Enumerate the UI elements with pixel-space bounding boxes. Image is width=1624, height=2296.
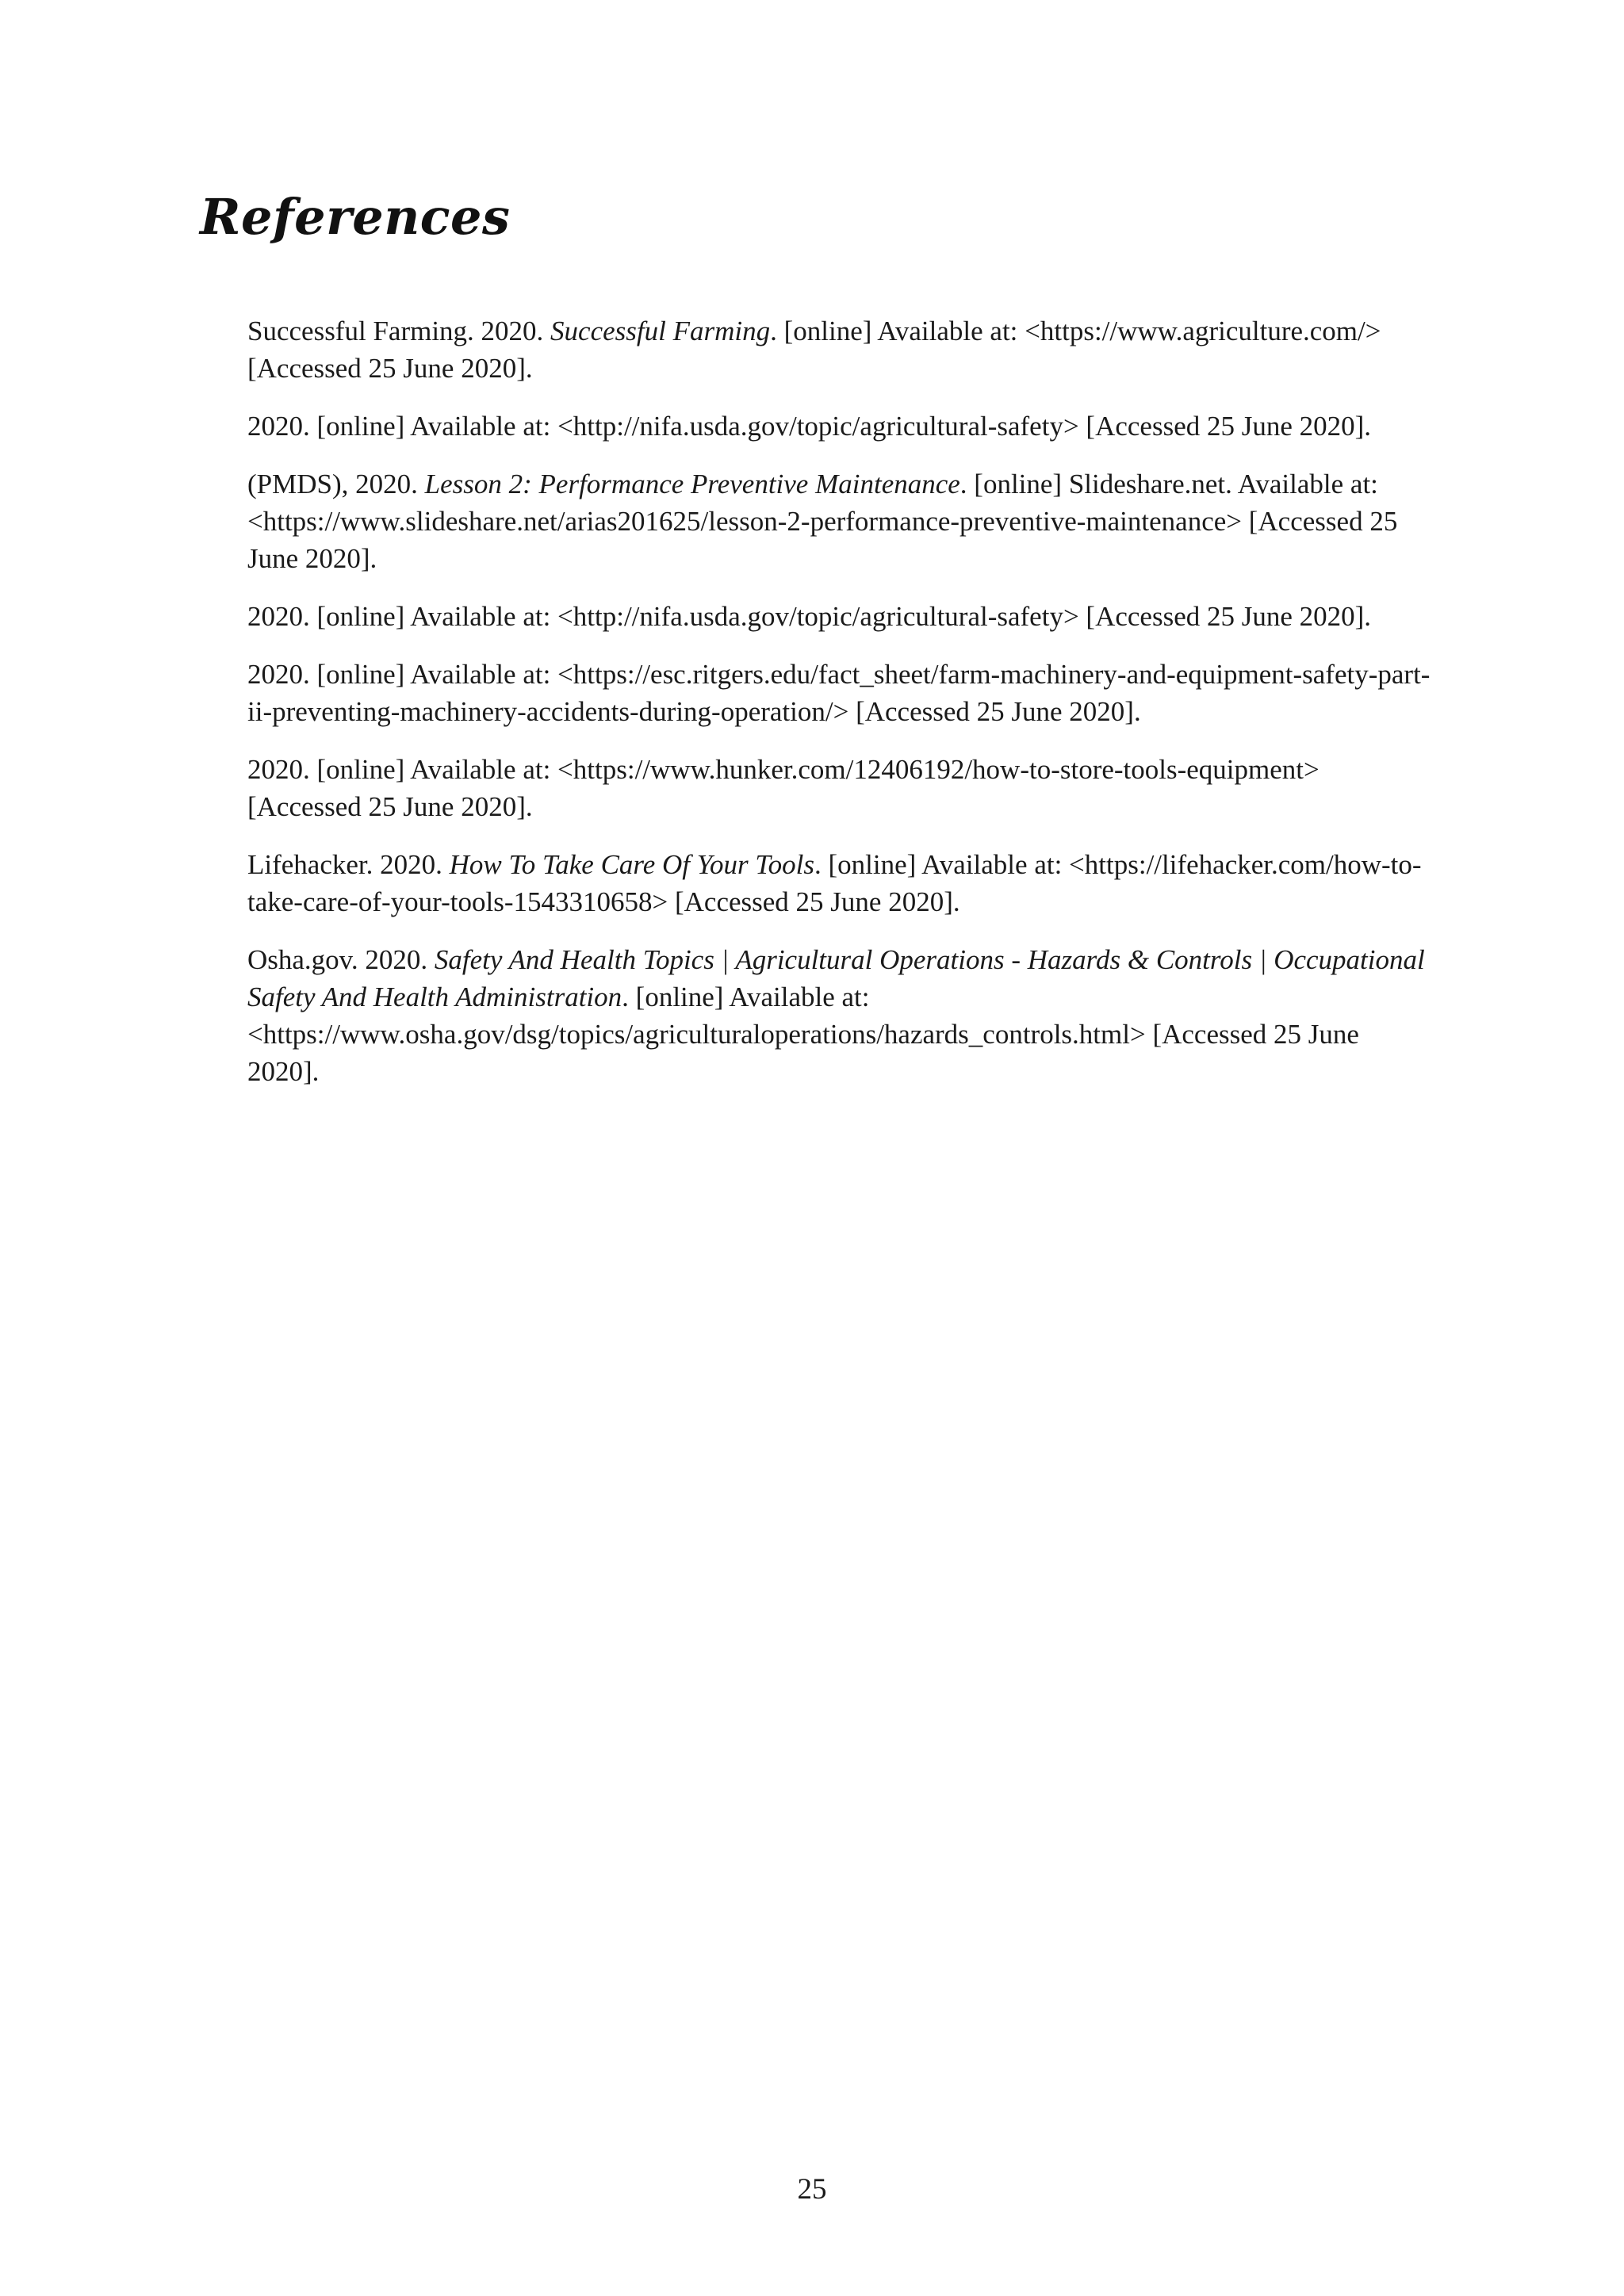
reference-text: Lifehacker. 2020. <box>247 849 450 880</box>
reference-text: Osha.gov. 2020. <box>247 944 435 975</box>
reference-item <box>247 465 1437 577</box>
page-title: References <box>200 188 511 246</box>
reference-item <box>247 408 1437 445</box>
reference-text: Successful Farming. 2020. <box>247 316 551 346</box>
reference-item <box>247 312 1437 387</box>
reference-text: (PMDS), 2020. <box>247 469 425 499</box>
reference-title: Successful Farming <box>550 316 771 346</box>
reference-text: . [online] Available at: <https://lifehacker.com/how-to-take-care-of-your-tools-1543310658> [Accessed 25 June 2020]. <box>247 849 1422 917</box>
reference-item <box>247 598 1437 635</box>
reference-text: . [online] Available at: <https://www.osha.gov/dsg/topics/agriculturaloperations/hazards_controls.html> [Accessed 25 June 2020]. <box>247 982 1359 1087</box>
reference-text: 2020. [online] Available at: <http://nifa.usda.gov/topic/agricultural-safety> [Accessed 25 June 2020]. <box>247 601 1372 632</box>
reference-text: . [online] Slideshare.net. Available at: <https://www.slideshare.net/arias201625/lesson-2-performance-preventive-maintenance> [Accessed 25 June 2020]. <box>247 469 1398 574</box>
reference-item <box>247 941 1437 1090</box>
reference-title: How To Take Care Of Your Tools <box>449 849 814 880</box>
reference-item <box>247 751 1437 825</box>
reference-title: Safety And Health Topics | Agricultural Operations - Hazards & Controls | Occupational Safety And Health Administration <box>247 944 1425 1012</box>
reference-item <box>247 656 1437 730</box>
reference-text: 2020. [online] Available at: <http://nifa.usda.gov/topic/agricultural-safety> [Accessed 25 June 2020]. <box>247 411 1372 442</box>
page-number: 25 <box>797 2173 827 2206</box>
reference-title: Lesson 2: Performance Preventive Maintenance <box>424 469 960 499</box>
reference-text: 2020. [online] Available at: <https://esc.ritgers.edu/fact_sheet/farm-machinery-and-equipment-safety-part-ii-preventing-machinery-accidents-during-operation/> [Accessed 25 June 2020]. <box>247 659 1431 727</box>
reference-item <box>247 846 1437 920</box>
reference-list <box>247 312 1437 1111</box>
reference-text: . [online] Available at: <https://www.agriculture.com/> [Accessed 25 June 2020]. <box>247 316 1381 384</box>
reference-text: 2020. [online] Available at: <https://www.hunker.com/12406192/how-to-store-tools-equipment> [Accessed 25 June 2020]. <box>247 754 1320 822</box>
